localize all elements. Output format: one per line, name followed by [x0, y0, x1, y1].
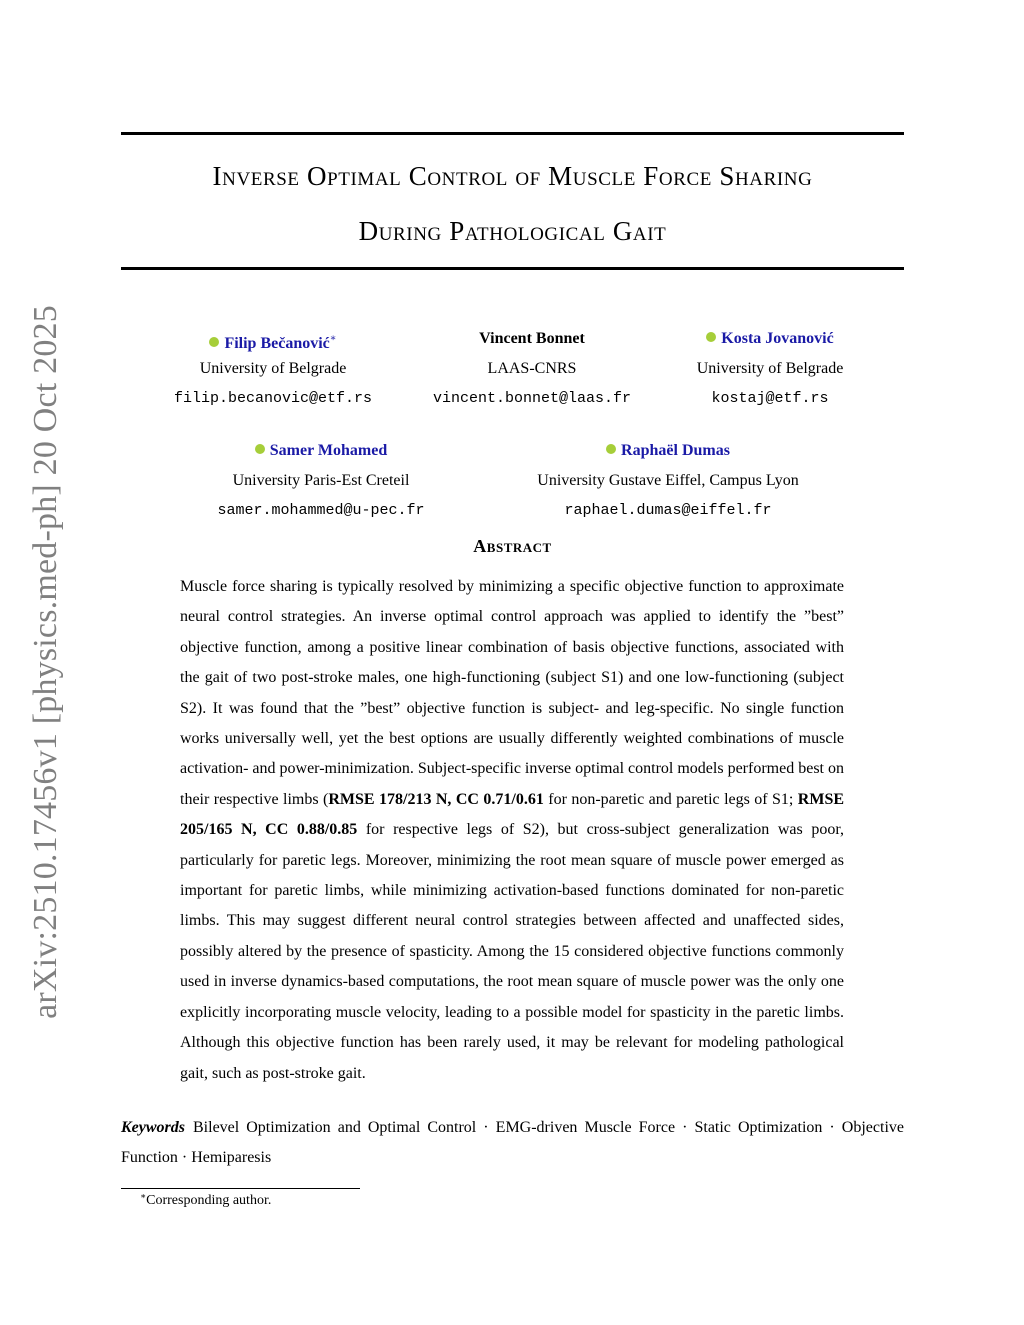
abstract-text-part: for non-paretic and paretic legs of S1; — [543, 790, 798, 808]
corresponding-marker: ∗ — [329, 333, 337, 344]
author-block — [161, 440, 481, 522]
author-name-link[interactable]: Samer Mohamed — [161, 440, 481, 462]
keywords-label: Keywords — [121, 1119, 185, 1136]
footnote-marker: ∗ — [140, 1191, 147, 1201]
author-affiliation: University Gustave Eiffel, Campus Lyon — [537, 472, 799, 489]
abstract-text-part: Muscle force sharing is typically resolved by minimizing a specific objective function to approximate neural control strategies. An inverse optimal control approach was applied to identify the ”best” objective function, among a positive linear combination of basis objective functions, associated with the gait of two post-stroke males, one high-functioning (subject S1) and one low-functioning (subject S2). It was found that the ”best” objective function is subject- and leg-specific. No single function works universally well, yet the best options are usually differently weighted combinations of muscle activation- and power-minimization. Subject-specific inverse optimal control models performed best on their respective limbs ( — [180, 578, 844, 808]
arxiv-sidebar-stamp: arXiv:2510.17456v1 [physics.med-ph] 20 Oct 2025 — [27, 305, 64, 1019]
orcid-icon[interactable] — [706, 332, 716, 342]
abstract-metric-s1: RMSE 178/213 N, CC 0.71/0.61 — [328, 790, 544, 808]
footnote — [140, 1191, 271, 1209]
author-affiliation: LAAS-CNRS — [487, 360, 577, 377]
paper-title-line-2: During Pathological Gait — [358, 216, 667, 246]
author-name-link[interactable]: Kosta Jovanović — [610, 328, 930, 350]
abstract-text — [180, 572, 844, 1089]
author-email: raphael.dumas@eiffel.fr — [564, 502, 772, 519]
author-email: filip.becanovic@etf.rs — [173, 390, 373, 407]
title-top-rule — [121, 132, 904, 135]
orcid-icon[interactable] — [606, 444, 616, 454]
author-email: samer.mohammed@u-pec.fr — [217, 502, 425, 519]
orcid-icon[interactable] — [255, 444, 265, 454]
author-affiliation: University of Belgrade — [696, 360, 844, 377]
author-name: Vincent Bonnet — [479, 330, 585, 347]
author-block — [610, 328, 930, 410]
author-block — [508, 440, 828, 522]
abstract-metric-s2: RMSE 205/165 N, CC 0.88/0.85 — [180, 790, 845, 839]
keywords-section — [121, 1113, 904, 1174]
author-name-link[interactable]: Raphaël Dumas — [508, 440, 828, 462]
author-email: kostaj@etf.rs — [711, 390, 829, 407]
author-affiliation: University of Belgrade — [199, 360, 347, 377]
author-name-link[interactable]: Filip Bečanović∗ — [113, 328, 433, 350]
footnote-rule — [121, 1188, 360, 1189]
keywords-list: Bilevel Optimization and Optimal Control · EMG-driven Muscle Force · Static Optimization · Objective Function · Hemiparesis — [121, 1119, 904, 1167]
orcid-icon[interactable] — [209, 337, 219, 347]
footnote-text: Corresponding author. — [146, 1193, 272, 1208]
abstract-text-part: for respective legs of S2), but cross-subject generalization was poor, particularly for paretic legs. Moreover, minimizing the root mean square of muscle power emerged as important for paretic limbs, while minimizing activation-based functions dominated for non-paretic limbs. This may suggest different neural control strategies between affected and unaffected sides, possibly altered by the presence of spasticity. Among the 15 considered objective functions commonly used in inverse dynamics-based computations, the root mean square of muscle power was the only one explicitly incorporating muscle velocity, leading to a possible model for spasticity in the paretic limbs. Although this objective function has been rarely used, it may be relevant for modeling pathological gait, such as post-stroke gait. — [180, 821, 845, 1082]
author-email: vincent.bonnet@laas.fr — [432, 390, 632, 407]
title-bottom-rule — [121, 267, 904, 270]
paper-title-line-1: Inverse Optimal Control of Muscle Force Sharing — [212, 161, 813, 191]
abstract-heading: Abstract — [473, 536, 552, 556]
author-affiliation: University Paris-Est Creteil — [232, 472, 410, 489]
